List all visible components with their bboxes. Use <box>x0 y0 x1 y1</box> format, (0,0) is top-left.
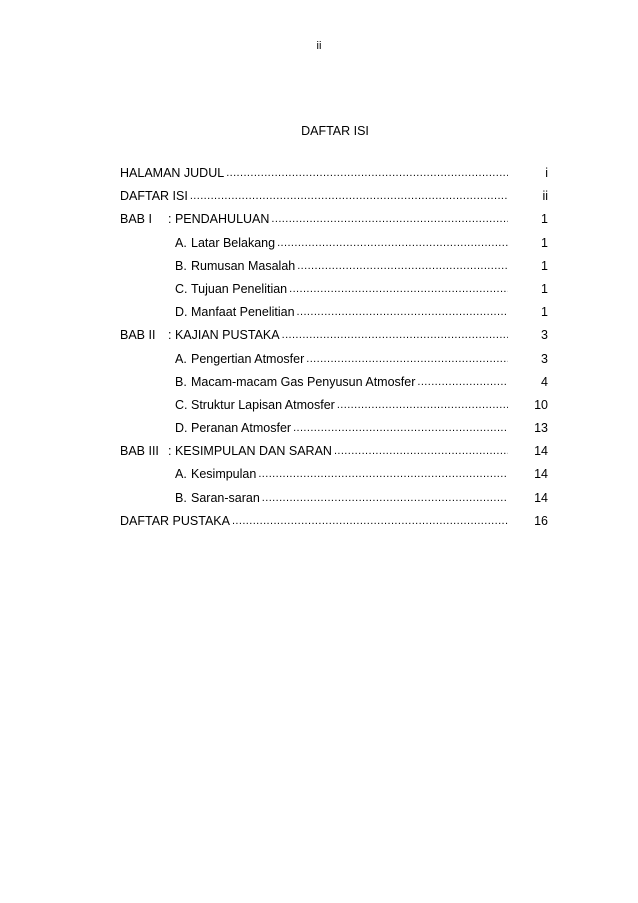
toc-subitem-letter: B. <box>175 374 187 389</box>
toc-row <box>120 278 548 301</box>
toc-page-number: 1 <box>541 235 548 250</box>
toc-entry-text: Latar Belakang <box>191 235 276 250</box>
toc-subitem-letter: A. <box>175 235 187 250</box>
toc-row <box>120 371 548 394</box>
toc-chapter-label: BAB III <box>120 444 159 459</box>
toc-page-number: 14 <box>534 444 548 459</box>
page-title: DAFTAR ISI <box>301 124 369 138</box>
toc-page-number: 4 <box>541 374 548 389</box>
toc-row <box>120 463 548 486</box>
toc-page-number: ii <box>542 189 548 204</box>
toc-subitem-letter: C. <box>175 281 188 296</box>
toc-subitem-letter: A. <box>175 351 187 366</box>
dot-leader <box>297 255 508 278</box>
toc-row <box>120 255 548 278</box>
dot-leader <box>337 394 508 417</box>
toc-page-number: 16 <box>534 513 548 528</box>
toc-page-number: 1 <box>541 305 548 320</box>
toc-row <box>120 394 548 417</box>
toc-subitem-letter: A. <box>175 467 187 482</box>
page-number: ii <box>316 40 322 52</box>
dot-leader <box>262 487 508 510</box>
toc-row <box>120 440 548 463</box>
toc-chapter-label: BAB II <box>120 328 156 343</box>
dot-leader <box>277 232 508 255</box>
dot-leader <box>293 417 508 440</box>
toc-row <box>120 301 548 324</box>
toc-row <box>120 324 548 347</box>
toc-entry-text: Saran-saran <box>191 490 260 505</box>
dot-leader <box>334 440 508 463</box>
toc-entry-text: Rumusan Masalah <box>191 258 296 273</box>
toc-entry-text: HALAMAN JUDUL <box>120 166 225 180</box>
toc-entry-text: DAFTAR ISI <box>120 189 188 204</box>
toc-entry-text: DAFTAR PUSTAKA <box>120 513 230 528</box>
toc-subitem-letter: B. <box>175 490 187 505</box>
toc-row <box>120 417 548 440</box>
table-of-contents <box>120 162 548 533</box>
toc-row <box>120 185 548 208</box>
dot-leader <box>289 278 508 301</box>
dot-leader <box>258 463 508 486</box>
dot-leader <box>226 162 508 185</box>
toc-subitem-letter: D. <box>175 305 188 320</box>
toc-row <box>120 232 548 255</box>
dot-leader <box>282 324 508 347</box>
toc-page-number: 14 <box>534 467 548 482</box>
toc-row <box>120 162 548 185</box>
toc-entry-text: : PENDAHULUAN <box>168 212 270 227</box>
toc-row <box>120 510 548 533</box>
dot-leader <box>417 371 508 394</box>
toc-entry-text: Pengertian Atmosfer <box>191 351 305 366</box>
toc-chapter-label: BAB I <box>120 212 152 227</box>
toc-subitem-letter: B. <box>175 258 187 273</box>
dot-leader <box>190 185 508 208</box>
toc-entry-text: : KAJIAN PUSTAKA <box>168 328 280 343</box>
dot-leader <box>306 348 508 371</box>
toc-entry-text: : KESIMPULAN DAN SARAN <box>168 444 332 459</box>
toc-page-number: 10 <box>534 397 548 412</box>
toc-row <box>120 208 548 231</box>
toc-entry-text: Manfaat Penelitian <box>191 305 295 320</box>
toc-page-number: 1 <box>541 212 548 227</box>
toc-entry-text: Tujuan Penelitian <box>191 281 288 296</box>
toc-row <box>120 348 548 371</box>
toc-entry-text: Macam-macam Gas Penyusun Atmosfer <box>191 374 416 389</box>
toc-entry-text: Kesimpulan <box>191 467 257 482</box>
dot-leader <box>232 510 508 533</box>
toc-page-number: 14 <box>534 490 548 505</box>
dot-leader <box>271 208 508 231</box>
dot-leader <box>297 301 508 324</box>
toc-page-number: i <box>545 166 548 180</box>
toc-page-number: 1 <box>541 258 548 273</box>
toc-page-number: 3 <box>541 328 548 343</box>
toc-page-number: 3 <box>541 351 548 366</box>
toc-subitem-letter: C. <box>175 397 188 412</box>
toc-page-number: 1 <box>541 281 548 296</box>
toc-entry-text: Struktur Lapisan Atmosfer <box>191 397 335 412</box>
toc-page-number: 13 <box>534 421 548 436</box>
toc-entry-text: Peranan Atmosfer <box>191 421 292 436</box>
toc-row <box>120 487 548 510</box>
toc-subitem-letter: D. <box>175 421 188 436</box>
